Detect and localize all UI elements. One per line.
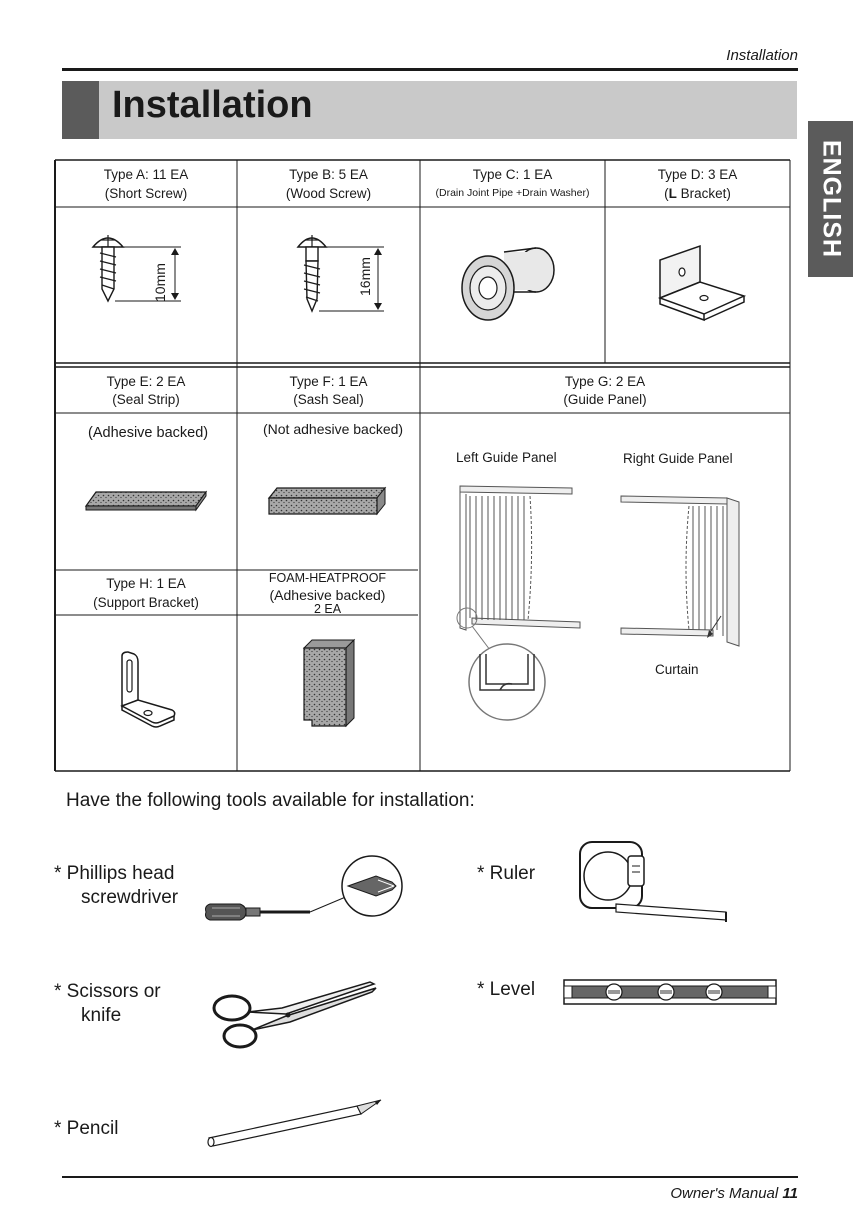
type-h-desc: (Support Bracket) [93, 595, 199, 610]
type-a-desc: (Short Screw) [104, 186, 188, 201]
tool-level-label: * Level [477, 979, 536, 1000]
scissors-illustration [210, 978, 390, 1058]
measuring-tape-illustration [576, 838, 736, 938]
tool-scissors-label: * Scissors or knife [54, 981, 161, 1026]
tool-ruler-label: * Ruler [477, 863, 536, 884]
foam-heatproof-desc: (Adhesive backed) [269, 587, 386, 603]
left-guide-panel-label: Left Guide Panel [456, 450, 557, 465]
tool-screwdriver-label: * Phillips head screwdriver [54, 863, 179, 908]
tools-intro: Have the following tools available for installation: [66, 790, 475, 811]
type-a-title: Type A: 11 EA [103, 167, 189, 182]
type-c-desc: (Drain Joint Pipe +Drain Washer) [435, 187, 590, 199]
page-footer: Owner's Manual 11 [670, 1185, 798, 1202]
type-e-desc: (Seal Strip) [112, 392, 180, 407]
type-f-title: Type F: 1 EA [289, 374, 368, 389]
short-screw-illustration [85, 225, 185, 325]
foam-heatproof-qty: 2 EA [313, 602, 342, 616]
type-d-title: Type D: 3 EA [657, 167, 738, 182]
type-g-title: Type G: 2 EA [564, 374, 646, 389]
curtain-label: Curtain [655, 662, 699, 677]
wood-screw-dimension: 16mm [357, 257, 373, 296]
right-guide-panel-illustration [617, 488, 757, 668]
l-bracket-illustration [652, 240, 762, 330]
type-e-title: Type E: 2 EA [106, 374, 186, 389]
type-f-desc: (Sash Seal) [293, 392, 364, 407]
wood-screw-illustration [288, 225, 388, 325]
section-header: Installation [726, 47, 798, 64]
page-title: Installation [112, 84, 313, 126]
seal-strip-note: (Adhesive backed) [88, 425, 209, 441]
type-g-desc: (Guide Panel) [563, 392, 647, 407]
right-guide-panel-label: Right Guide Panel [623, 451, 733, 466]
sash-seal-illustration [265, 484, 405, 524]
screwdriver-illustration [200, 846, 420, 936]
type-d-desc: (L Bracket) [664, 186, 731, 201]
level-illustration [562, 972, 782, 1012]
pencil-illustration [205, 1094, 395, 1154]
footer-rule [62, 1176, 798, 1178]
short-screw-dimension: 10mm [152, 263, 168, 302]
support-bracket-illustration [112, 650, 192, 750]
left-guide-panel-illustration [452, 478, 602, 748]
seal-strip-illustration [82, 484, 222, 524]
foam-heatproof-title: FOAM-HEATPROOF [268, 571, 387, 585]
drain-joint-illustration [458, 238, 568, 328]
type-b-title: Type B: 5 EA [289, 167, 368, 182]
foam-heatproof-illustration [298, 638, 368, 748]
tool-pencil-label: * Pencil [54, 1118, 119, 1139]
type-c-title: Type C: 1 EA [472, 167, 553, 182]
type-h-title: Type H: 1 EA [106, 576, 186, 591]
type-b-desc: (Wood Screw) [285, 186, 372, 201]
language-tab-label: ENGLISH [817, 139, 845, 259]
sash-seal-note: (Not adhesive backed) [263, 421, 404, 437]
